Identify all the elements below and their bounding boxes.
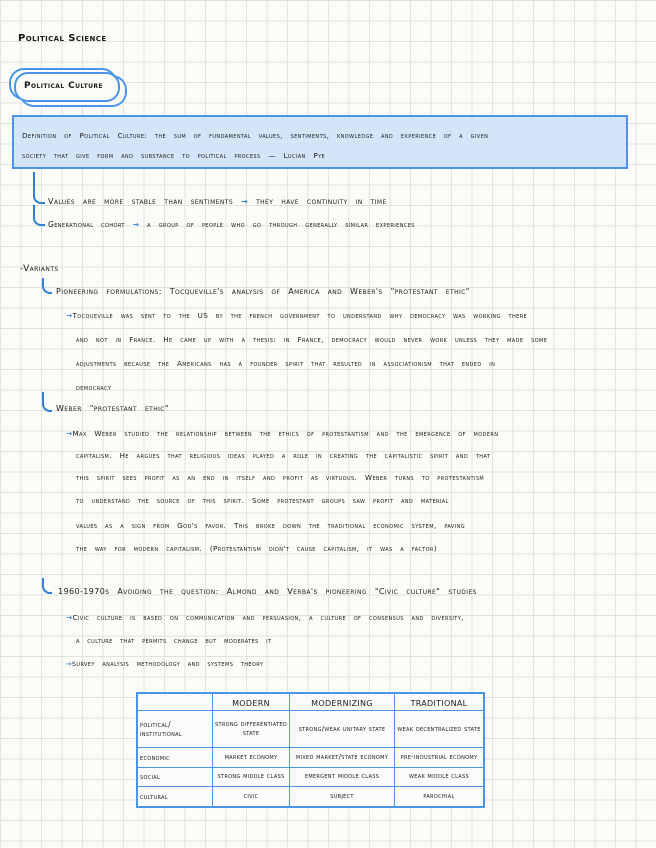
values-detail: they have continuity in time <box>256 197 387 206</box>
modernization-table <box>136 692 485 808</box>
table-cell: weak middle class <box>395 767 485 786</box>
civic-line-2: a culture that permits change but moderates it <box>76 637 272 645</box>
arrow-right-icon: → <box>66 311 73 320</box>
column-header-modernizing: modernizing <box>290 693 395 711</box>
arrow-right-icon: → <box>66 660 72 668</box>
generational-bracket <box>33 205 45 226</box>
arrow-right-icon: → <box>241 197 249 206</box>
sixties-bracket <box>42 578 52 594</box>
row-label-political: political/ institutional <box>137 711 213 748</box>
row-label-social: social <box>137 767 213 786</box>
table-row <box>137 767 484 786</box>
table-cell: pre-industrial economy <box>395 748 485 767</box>
generational-text: Generational cohort <box>48 220 125 229</box>
weber-line-6: the way for modern capitalism. (Protestantism didn't cause capitalism, it was a factor) <box>76 544 438 553</box>
weber-line-4: to understand the source of this spirit. Some protestant groups saw profit and material <box>76 496 449 505</box>
tocqueville-line-4: democracy <box>76 383 112 392</box>
arrow-right-icon: → <box>132 220 140 229</box>
pioneering-bracket <box>42 278 52 294</box>
table-cell: market economy <box>213 748 290 767</box>
table-row <box>137 787 484 808</box>
row-label-economic: economic <box>137 748 213 767</box>
weber-heading: Weber "protestant ethic" <box>56 404 169 413</box>
weber-line-5: values as a sign from God's favor. This broke down the traditional economic system, paving <box>76 521 466 530</box>
column-header-modern: modern <box>213 693 290 711</box>
civic-line-1: Civic culture is based on communication and persuasion, a culture of consensus and diversity, <box>72 613 464 622</box>
column-header-traditional: traditional <box>395 693 485 711</box>
generational-line <box>48 220 415 229</box>
weber-bracket <box>42 392 52 412</box>
definition-box <box>12 115 628 169</box>
pioneering-heading: Pioneering formulations: Tocqueville's analysis of America and Weber's "protestant ethic" <box>56 287 470 296</box>
values-line <box>48 197 387 206</box>
table-corner <box>137 693 213 711</box>
table-cell: strong middle class <box>213 767 290 786</box>
definition-line-1: Definition of Political Culture: the sum of fundamental values, sentiments, knowledge and experience of a given <box>22 131 489 140</box>
sixties-heading: 1960-1970s Avoiding the question: Almond and Verba's pioneering "Civic culture" studies <box>58 587 477 596</box>
table-cell: strong differentiated state <box>213 711 290 748</box>
table-cell: strong/weak unitary state <box>290 711 395 748</box>
weber-line-2: capitalism. He argues that religious ideas played a role in creating the capitalistic spirit and that <box>76 451 491 460</box>
weber-line-1: Max Weber studied the relationship between the ethics of protestantism and the emergence of modern <box>72 429 499 438</box>
table-cell: emergent middle class <box>290 767 395 786</box>
arrow-right-icon: → <box>66 613 73 622</box>
table-cell: mixed market/state economy <box>290 748 395 767</box>
table-header-row <box>137 693 484 711</box>
survey-line <box>66 660 263 668</box>
table-row <box>137 711 484 748</box>
topic-cloud <box>14 72 120 102</box>
values-bracket <box>33 172 45 204</box>
page-title: Political Science <box>18 33 107 44</box>
table-cell: subject <box>290 787 395 808</box>
topic-heading: Political Culture <box>24 81 103 91</box>
weber-line-3: this spirit sees profit as an end in itself and profit as virtuous. Weber turns to protestantism <box>76 473 485 482</box>
tocqueville-line-1: Tocqueville was sent to the US by the french government to understand why democracy was working there <box>72 311 528 320</box>
survey-text: Survey analysis methodology and systems theory <box>71 660 264 668</box>
generational-detail: a group of people who go through generally similar experiences <box>147 220 415 229</box>
definition-line-2: society that give form and substance to political process — Lucian Pye <box>22 151 326 160</box>
arrow-right-icon: → <box>66 429 73 438</box>
row-label-cultural: cultural <box>137 787 213 808</box>
tocqueville-line-2: and not in France. He came up with a thesis: in France, democracy would never work unless they made some <box>76 335 548 344</box>
variants-heading: -Variants <box>20 264 59 274</box>
values-text: Values are more stable than sentiments <box>48 197 234 206</box>
table-cell: civic <box>213 787 290 808</box>
tocqueville-line-3: adjustments because the Americans has a founder spirit that resulted in associationism that ended in <box>76 359 496 368</box>
table-row <box>137 748 484 767</box>
table-cell: weak decentralized state <box>395 711 485 748</box>
table-cell: parochial <box>395 787 485 808</box>
